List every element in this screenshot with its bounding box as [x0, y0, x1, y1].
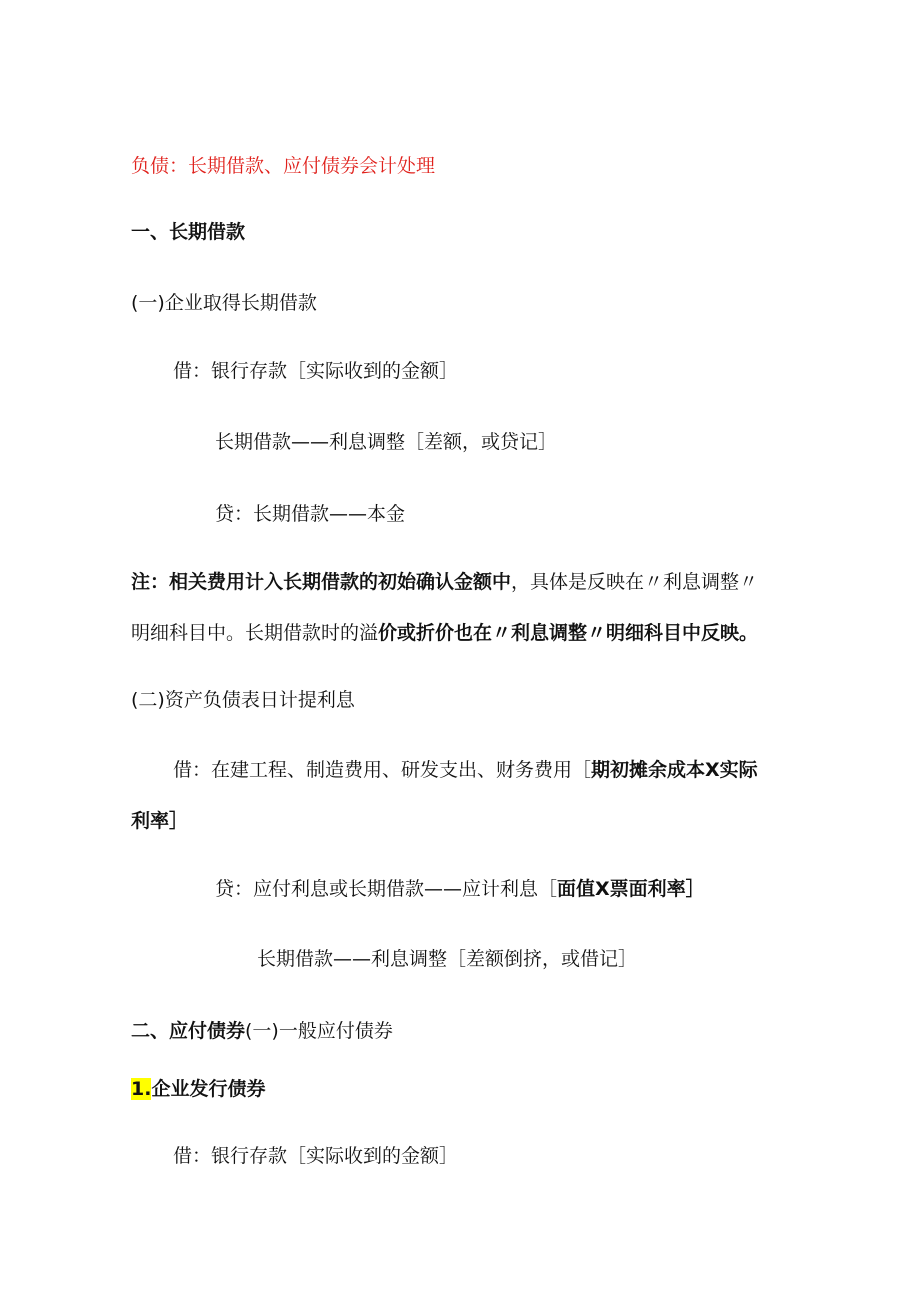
section-2-heading-bold: 二、应付债券 [131, 1020, 246, 1042]
entry-debit-expenses [173, 757, 758, 783]
section-1-heading: 一、长期借款 [131, 221, 246, 243]
subsection-2-1-heading [131, 1076, 265, 1102]
document-title: 负债：长期借款、应付债券会计处理 [131, 155, 436, 177]
entry-debit-expenses-continued: 利率］ [131, 810, 189, 832]
note-line-2-b: 价或折价也在〃利息调整〃明细科目中反映。 [378, 622, 759, 644]
section-2-heading-rest: (一)一般应付债券 [245, 1020, 393, 1042]
subsection-2-1-number: 1. [131, 1078, 152, 1100]
entry-debit-bank-deposit-bonds: 借：银行存款［实际收到的金额］ [173, 1145, 459, 1167]
note-line-2 [131, 620, 758, 646]
subsection-1-2-heading: (二)资产负债表日计提利息 [131, 689, 355, 711]
entry-debit-expenses-bold: 期初摊余成本X实际 [591, 759, 758, 781]
subsection-1-1-heading: (一)企业取得长期借款 [131, 292, 317, 314]
note-rest-text: ，具体是反映在〃利息调整〃 [511, 571, 759, 593]
entry-debit-expenses-text: 借：在建工程、制造费用、研发支出、财务费用［ [173, 759, 592, 781]
entry-credit-interest-payable [215, 876, 705, 902]
entry-credit-interest-adjustment: 长期借款——利息调整［差额倒挤，或借记］ [257, 948, 638, 970]
entry-credit-interest-text: 贷：应付利息或长期借款——应计利息［ [215, 878, 558, 900]
note-line-2-a: 明细科目中。长期借款时的溢 [131, 622, 379, 644]
entry-credit-principal: 贷：长期借款——本金 [215, 503, 406, 525]
entry-credit-interest-bold: 面值X票面利率］ [557, 878, 705, 900]
entry-debit-bank-deposit: 借：银行存款［实际收到的金额］ [173, 360, 459, 382]
note-bold-text: 注：相关费用计入长期借款的初始确认金额中 [131, 571, 512, 593]
entry-debit-interest-adjustment: 长期借款——利息调整［差额，或贷记］ [215, 431, 558, 453]
subsection-2-1-title: 企业发行债券 [151, 1078, 266, 1100]
note-line-1 [131, 569, 758, 595]
section-2-heading [131, 1018, 393, 1044]
